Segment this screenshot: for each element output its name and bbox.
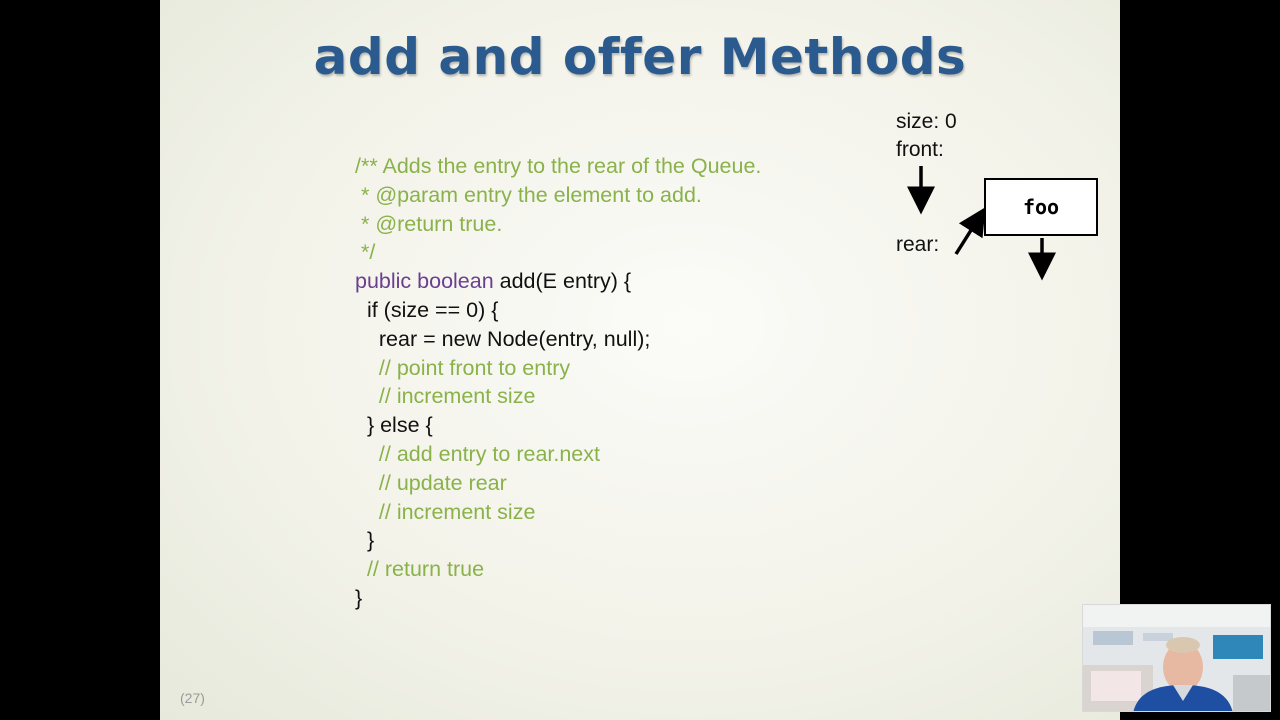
code-segment: // point front to entry	[355, 355, 571, 380]
slide-title: add and offer Methods	[313, 28, 967, 86]
code-segment: rear = new Node(entry, null);	[355, 326, 651, 351]
diagram-arrows	[160, 0, 1120, 720]
front-label: front:	[896, 138, 944, 161]
slide	[160, 0, 1120, 720]
code-segment: * @return true.	[355, 211, 503, 236]
rear-arrow	[956, 216, 980, 254]
page-number: (27)	[180, 690, 205, 706]
presenter-webcam	[1082, 604, 1271, 712]
code-segment: */	[355, 240, 376, 265]
code-segment: // increment size	[355, 499, 536, 524]
code-segment: }	[355, 528, 375, 553]
code-segment: // increment size	[355, 384, 536, 409]
node-value: foo	[1022, 195, 1060, 219]
code-segment: /** Adds the entry to the rear of the Queue.	[355, 154, 762, 178]
presenter-video-icon	[1083, 605, 1271, 712]
code-segment: } else {	[355, 413, 433, 438]
code-segment: * @param entry the element to add.	[355, 182, 702, 207]
code-segment: public boolean	[355, 269, 494, 294]
code-segment: if (size == 0) {	[355, 297, 499, 322]
code-segment: // update rear	[355, 470, 507, 495]
code-segment: add(E entry) {	[493, 269, 632, 294]
rear-label: rear:	[896, 233, 940, 256]
code-segment: // return true	[355, 557, 485, 582]
code-segment: }	[355, 585, 363, 610]
code-segment: // add entry to rear.next	[355, 441, 600, 466]
size-label: size: 0	[896, 110, 957, 133]
